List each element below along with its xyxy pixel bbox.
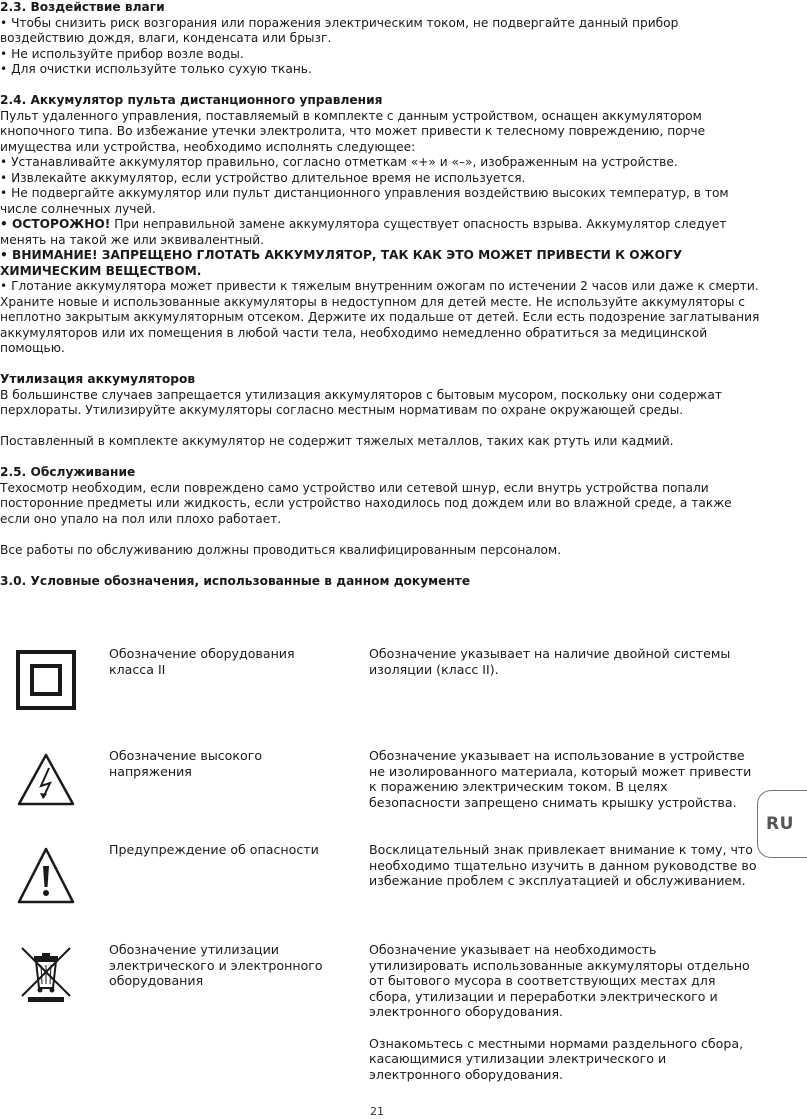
weee-desc-2: Ознакомьтесь с местными нормами раздельного сбора, касающимися утилизации электрического и электронного оборудования.	[369, 1035, 744, 1082]
class-ii-desc: Обозначение указывает на наличие двойной системы изоляции (класс II).	[369, 646, 731, 677]
moisture-line-2: • Не используйте прибор возле воды.	[0, 46, 244, 61]
warning-icon	[16, 846, 76, 906]
disposal-text-1: В большинстве случаев запрещается утилизация аккумуляторов с бытовым мусором, поскольку они содержат перхлораты. Утилизируйте аккумуляторы согласно местным нормативам по охране окружающей среды.	[0, 387, 722, 417]
class-ii-icon	[16, 650, 76, 710]
document-body	[0, 0, 760, 589]
disposal-text-2: Поставленный в комплекте аккумулятор не содержит тяжелых металлов, таких как ртуть или кадмий.	[0, 434, 674, 448]
battery-caution	[0, 217, 760, 248]
language-tab	[757, 790, 807, 858]
language-tab-label: RU	[766, 814, 794, 834]
caution-text: При неправильной замене аккумулятора существует опасность взрыва. Аккумулятор следует менять на такой же или эквивалентный.	[0, 217, 727, 247]
battery-line-3: • Не подвергайте аккумулятор или пульт дистанционного управления воздействию высоких температур, в том числе солнечных лучей.	[0, 186, 729, 216]
service-text-1: Техосмотр необходим, если повреждено само устройство или сетевой шнур, если внутрь устройства попали посторонние предметы или жидкость, если устройство находилось под дождем или во влажной среде, а также если оно упало на пол или плохо работает.	[0, 480, 732, 526]
warning-name: Предупреждение об опасности	[109, 842, 319, 857]
caution-label: • ОСТОРОЖНО!	[0, 217, 111, 231]
battery-warning: • ВНИМАНИЕ! ЗАПРЕЩЕНО ГЛОТАТЬ АККУМУЛЯТОР, ТАК КАК ЭТО МОЖЕТ ПРИВЕСТИ К ОЖОГУ ХИМИЧЕСКИМ ВЕЩЕСТВОМ.	[0, 248, 683, 278]
battery-intro: Пульт удаленного управления, поставляемый в комплекте с данным устройством, оснащен аккумулятором кнопочного типа. Во избежание утечки электролита, что может привести к телесному повреждению, порче имущества или устройства, необходимо исполнять следующее:	[0, 108, 706, 154]
high-voltage-name: Обозначение высокого напряжения	[109, 748, 263, 779]
section-2-4-title: 2.4. Аккумулятор пульта дистанционного управления	[0, 93, 383, 107]
section-2-3-title: 2.3. Воздействие влаги	[0, 0, 165, 14]
weee-name: Обозначение утилизации электрического и электронного оборудования	[109, 942, 323, 989]
warning-desc: Восклицательный знак привлекает внимание к тому, что необходимо тщательно изучить в данном руководстве во избежание проблем с эксплуатацией и обслуживанием.	[369, 842, 757, 889]
section-3-0-title: 3.0. Условные обозначения, использованные в данном документе	[0, 573, 471, 588]
moisture-line-3: • Для очистки используйте только сухую ткань.	[0, 62, 312, 76]
battery-line-1: • Устанавливайте аккумулятор правильно, согласно отметкам «+» и «–», изображенным на устройстве.	[0, 155, 678, 169]
high-voltage-icon	[16, 752, 76, 812]
section-2-5-title: 2.5. Обслуживание	[0, 465, 136, 479]
battery-swallow: • Глотание аккумулятора может привести к тяжелым внутренним ожогам по истечении 2 часов или даже к смерти. Храните новые и использованные аккумуляторы в недоступном для детей месте. Не используйте аккумуляторы с неплотно закрытым аккумуляторным отсеком. Держите их подальше от детей. Если есть подозрение заглатывания аккумуляторов или их помещения в любой части тела, необходимо немедленно обратиться за медицинской помощью.	[0, 279, 760, 355]
weee-desc-1: Обозначение указывает на необходимость утилизировать использованные аккумуляторы отдельно от бытового мусора в соответствующих местах для сбора, утилизации и переработки электрического и электронного оборудования.	[369, 942, 750, 1020]
moisture-line-1: • Чтобы снизить риск возгорания или поражения электрическим током, не подвергайте данный прибор воздействию дождя, влаги, конденсата или брызг.	[0, 15, 679, 45]
battery-line-2: • Извлекайте аккумулятор, если устройство длительное время не используется.	[0, 170, 526, 185]
weee-desc	[369, 942, 759, 1082]
page-number: 21	[370, 1105, 384, 1118]
weee-bin-icon	[16, 942, 76, 1002]
high-voltage-desc: Обозначение указывает на использование в устройстве не изолированного материала, который может привести к поражению электрическим током. В целях безопасности запрещено снимать крышку устройства.	[369, 748, 752, 810]
service-text-2: Все работы по обслуживанию должны проводиться квалифицированным персоналом.	[0, 542, 562, 557]
class-ii-name: Обозначение оборудования класса II	[109, 646, 295, 677]
disposal-title: Утилизация аккумуляторов	[0, 372, 196, 386]
